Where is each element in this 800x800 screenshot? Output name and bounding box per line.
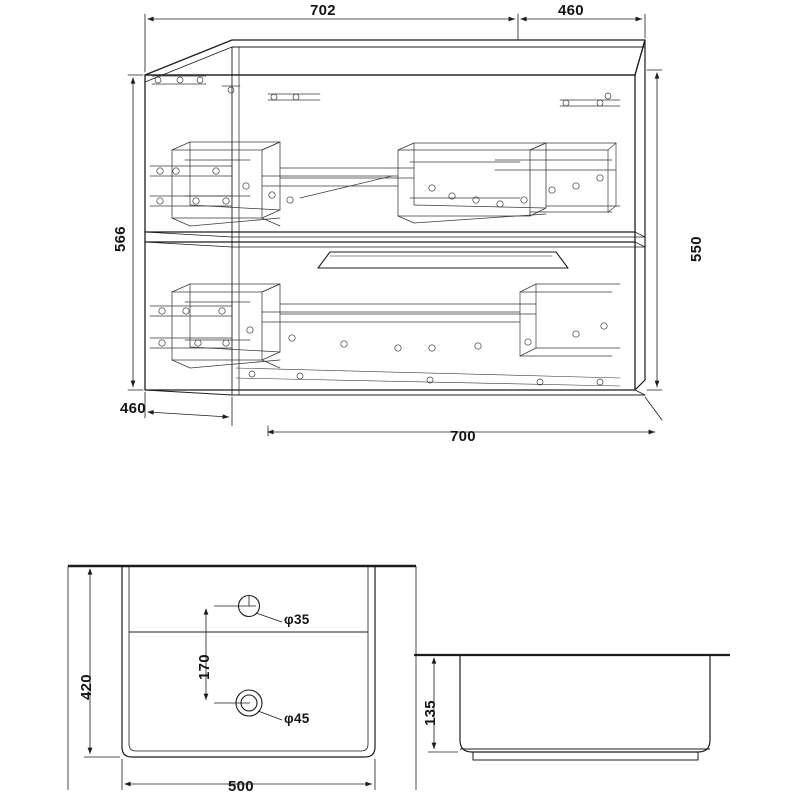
- dim-label-hole-small: φ35: [284, 612, 310, 627]
- dim-label-top-depth: 460: [558, 2, 584, 19]
- dim-label-height-right: 550: [688, 236, 705, 262]
- dim-label-bottom-depth: 460: [120, 400, 146, 417]
- dim-label-side-height: 135: [422, 700, 439, 726]
- dim-label-basin-height: 420: [78, 674, 95, 700]
- dim-label-height-left: 566: [112, 226, 129, 252]
- cabinet-isometric-view: [128, 14, 662, 436]
- dim-label-hole-large: φ45: [284, 711, 310, 726]
- dim-label-hole-spacing: 170: [196, 654, 213, 680]
- dim-label-bottom-width: 700: [450, 428, 476, 445]
- basin-side-view: [414, 655, 730, 760]
- cabinet-dimension-lines: [128, 14, 662, 436]
- dim-label-basin-width: 500: [228, 778, 254, 795]
- dim-label-top-width: 702: [310, 2, 336, 19]
- basin-top-view: [68, 566, 416, 790]
